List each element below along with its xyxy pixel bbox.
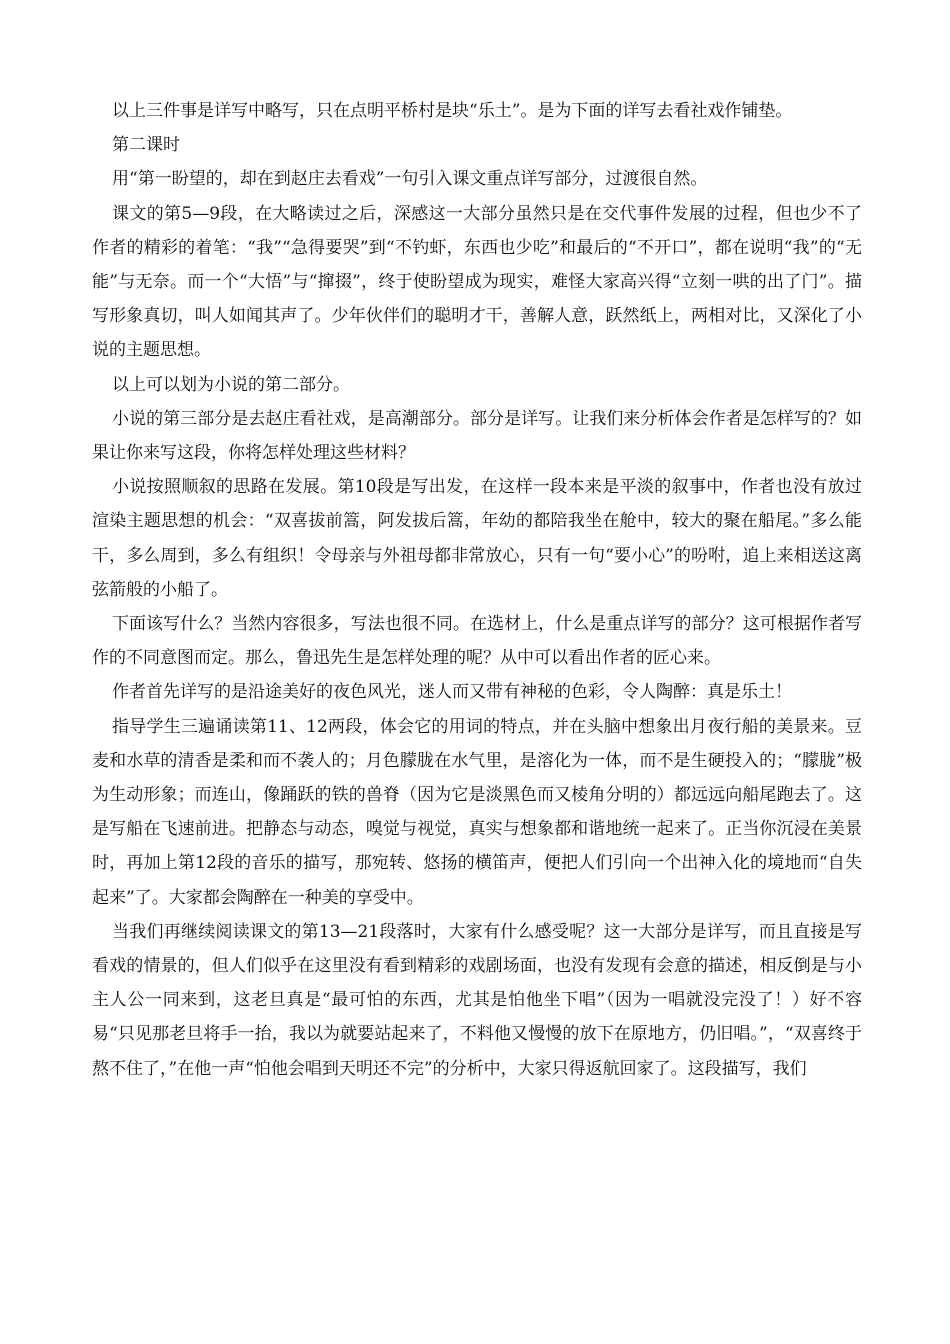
paragraph-part-two: 以上可以划为小说的第二部分。 bbox=[112, 374, 350, 395]
paragraph-section-13-21: 当我们再继续阅读课文的第13—21段落时，大家有什么感受呢？这一大部分是详写，而且直接是写看戏的情景的，但人们似乎在这里没有看到精彩的戏剧场面，也没有发现有会意的描述，相反倒是与小主人公一同来到，这老旦真是“最可怕的东西，尤其是怕他坐下唱”（因为一唱就没完没了！）好不容易“只见那老旦将手一抬，我以为就要站起来了，不料他又慢慢的放下在原地方，仍旧唱。”，“双喜终于熬不住了，”在他一声“怕他会唱到天明还不完”的分析中，大家只得返航回家了。这段描写，我们 bbox=[92, 921, 862, 1079]
paragraph-transition: 用“第一盼望的，却在到赵庄去看戏”一句引入课文重点详写部分，过渡很自然。 bbox=[112, 169, 708, 190]
paragraph-lesson-heading: 第二课时 bbox=[112, 135, 180, 156]
paragraph-section-5-9: 课文的第5—9段，在大略读过之后，深感这一大部分虽然只是在交代事件发展的过程，但也少不了作者的精彩的着笔：“我”“急得要哭”到“不钓虾，东西也少吃”和最后的“不开口”，都在说明“我”的“无能”与无奈。而一个“大悟”与“撺掇”，终于使盼望成为现实，难怪大家高兴得“立刻一哄的出了门”。描写形象真切，叫人如闻其声了。少年伙伴们的聪明才干，善解人意，跃然纸上，两相对比，又深化了小说的主题思想。 bbox=[92, 203, 862, 361]
paragraph-summary: 以上三件事是详写中略写，只在点明平桥村是块“乐土”。是为下面的详写去看社戏作铺垫。 bbox=[112, 101, 793, 121]
paragraph-part-three: 小说的第三部分是去赵庄看社戏，是高潮部分。部分是详写。让我们来分析体会作者是怎样写的？如果让你来写这段，你将怎样处理这些材料？ bbox=[92, 408, 862, 464]
paragraph-scenery: 作者首先详写的是沿途美好的夜色风光，迷人而又带有神秘的色彩，令人陶醉：真是乐土！ bbox=[112, 682, 792, 703]
paragraph-departure: 小说按照顺叙的思路在发展。第10段是写出发，在这样一段本来是平淡的叙事中，作者也没有放过渲染主题思想的机会：“双喜拔前篙，阿发拔后篙，年幼的都陪我坐在舱中，较大的聚在船尾。”多么能干，多么周到，多么有组织！令母亲与外祖母都非常放心，只有一句“要小心”的吩咐，追上来相送这离弦箭般的小船了。 bbox=[92, 477, 862, 600]
paragraph-selection: 下面该写什么？当然内容很多，写法也很不同。在选材上，什么是重点详写的部分？这可根据作者写作的不同意图而定。那么，鲁迅先生是怎样处理的呢？从中可以看出作者的匠心来。 bbox=[92, 614, 862, 669]
paragraph-reading-guide: 指导学生三遍诵读第11、12两段，体会它的用词的特点，并在头脑中想象出月夜行船的美景来。豆麦和水草的清香是柔和而不袭人的；月色朦胧在水气里，是溶化为一体，而不是生硬投入的；“朦胧”极为生动形象；而连山，像踊跃的铁的兽脊（因为它是淡黑色而又棱角分明的）都远远向船尾跑去了。这是写船在飞速前进。把静态与动态，嗅觉与视觉，真实与想象都和谐地统一起来了。正当你沉浸在美景时，再加上第12段的音乐的描写，那宛转、悠扬的横笛声，便把人们引向一个出神入化的境地而“自失起来”了。大家都会陶醉在一种美的享受中。 bbox=[92, 716, 862, 908]
document-page bbox=[92, 94, 862, 1086]
